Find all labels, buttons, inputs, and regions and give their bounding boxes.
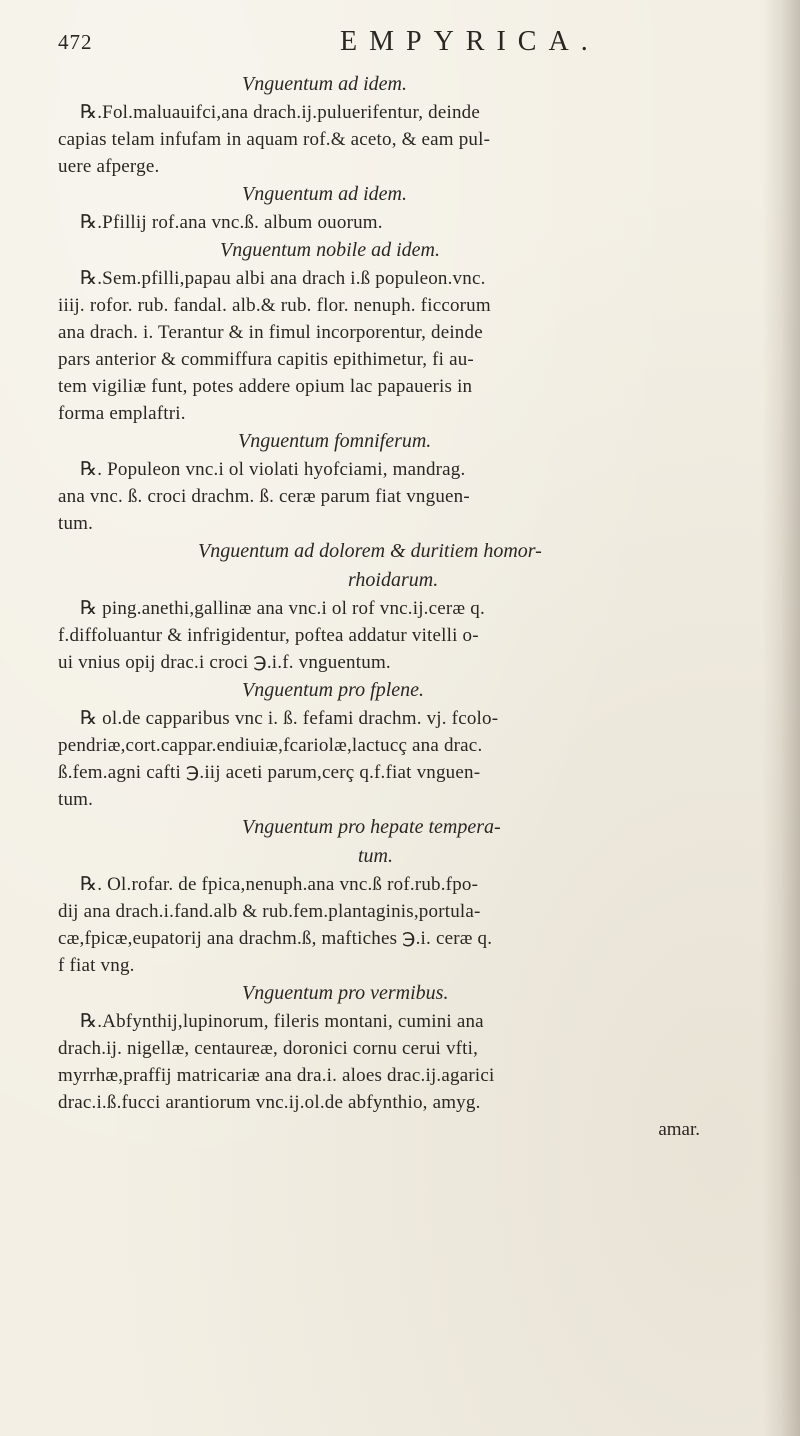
recipe-line: ℞.Pfillij rof.ana vnc.ß. album ouorum. (80, 212, 383, 233)
recipe-line: pars anterior & commiffura capitis epithimetur, fi au- (58, 349, 474, 370)
recipe-section (58, 537, 780, 676)
recipe-line: dij ana drach.i.fand.alb & rub.fem.plantaginis,portula- (58, 901, 481, 922)
running-head: EMPYRICA. (340, 26, 600, 57)
recipe-heading: Vnguentum ad idem. (242, 183, 407, 205)
recipe-heading: Vnguentum pro vermibus. (242, 982, 449, 1004)
recipe-line: ℞ ol.de capparibus vnc i. ß. fefami drachm. vj. fcolo- (80, 708, 499, 729)
recipe-line: drach.ij. nigellæ, centaureæ, doronici cornu cerui vfti, (58, 1038, 479, 1059)
recipe-line: capias telam infufam in aquam rof.& aceto, & eam pul- (58, 129, 491, 150)
recipe-line: ℞.Abfynthij,lupinorum, fileris montani, cumini ana (80, 1011, 484, 1032)
recipe-section (58, 70, 780, 180)
catchword: amar. (658, 1119, 700, 1140)
recipe-line: tum. (58, 789, 94, 810)
book-page (58, 28, 780, 1143)
recipe-section (58, 813, 780, 979)
recipe-line: forma emplaftri. (58, 403, 186, 424)
recipe-line: tem vigiliæ funt, potes addere opium lac papaueris in (58, 376, 473, 397)
page-header (58, 28, 780, 70)
recipe-line: ana vnc. ß. croci drachm. ß. ceræ parum fiat vnguen- (58, 486, 470, 507)
recipe-section (58, 236, 780, 427)
recipe-line: uere afperge. (58, 156, 160, 177)
recipe-line: ℞. Populeon vnc.i ol violati hyofciami, mandrag. (80, 459, 466, 480)
recipe-heading: Vnguentum nobile ad idem. (220, 239, 440, 261)
recipe-line: ℞.Sem.pfilli,papau albi ana drach i.ß populeon.vnc. (80, 268, 486, 289)
recipe-line: tum. (58, 513, 94, 534)
recipe-line: pendriæ,cort.cappar.endiuiæ,fcariolæ,lactucç ana drac. (58, 735, 483, 756)
recipe-line: ℞.Fol.maluauifci,ana drach.ij.puluerifentur, deinde (80, 102, 481, 123)
recipe-heading: Vnguentum pro fplene. (242, 679, 425, 701)
recipe-heading: Vnguentum fomniferum. (238, 430, 432, 452)
recipe-line: ana drach. i. Terantur & in fimul incorporentur, deinde (58, 322, 483, 343)
recipe-line: f fiat vng. (58, 955, 135, 976)
recipe-heading: Vnguentum pro hepate tempera- (242, 816, 501, 838)
recipe-section (58, 979, 780, 1116)
recipe-section (58, 427, 780, 537)
recipe-line: ß.fem.agni cafti ℈.iij aceti parum,cerç q.f.fiat vnguen- (58, 762, 481, 783)
recipe-line: cæ,fpicæ,eupatorij ana drachm.ß, maftiches ℈.i. ceræ q. (58, 928, 493, 949)
recipe-line: ui vnius opij drac.i croci ℈.i.f. vnguentum. (58, 652, 391, 673)
recipe-line: f.diffoluantur & infrigidentur, poftea addatur vitelli o- (58, 625, 479, 646)
recipe-line: drac.i.ß.fucci arantiorum vnc.ij.ol.de abfynthio, amyg. (58, 1092, 481, 1113)
recipe-section (58, 676, 780, 813)
recipe-heading: Vnguentum ad idem. (242, 73, 407, 95)
recipe-section (58, 180, 780, 236)
recipe-heading-continued: rhoidarum. (348, 569, 439, 591)
recipe-heading-continued: tum. (358, 845, 393, 867)
recipe-line: ℞ ping.anethi,gallinæ ana vnc.i ol rof vnc.ij.ceræ q. (80, 598, 485, 619)
page-number: 472 (58, 30, 93, 54)
recipe-line: myrrhæ,praffij matricariæ ana dra.i. aloes drac.ij.agarici (58, 1065, 495, 1086)
recipe-heading: Vnguentum ad dolorem & duritiem homor- (198, 540, 542, 562)
recipe-line: iiij. rofor. rub. fandal. alb.& rub. flor. nenuph. ficcorum (58, 295, 491, 316)
recipe-line: ℞. Ol.rofar. de fpica,nenuph.ana vnc.ß rof.rub.fpo- (80, 874, 479, 895)
